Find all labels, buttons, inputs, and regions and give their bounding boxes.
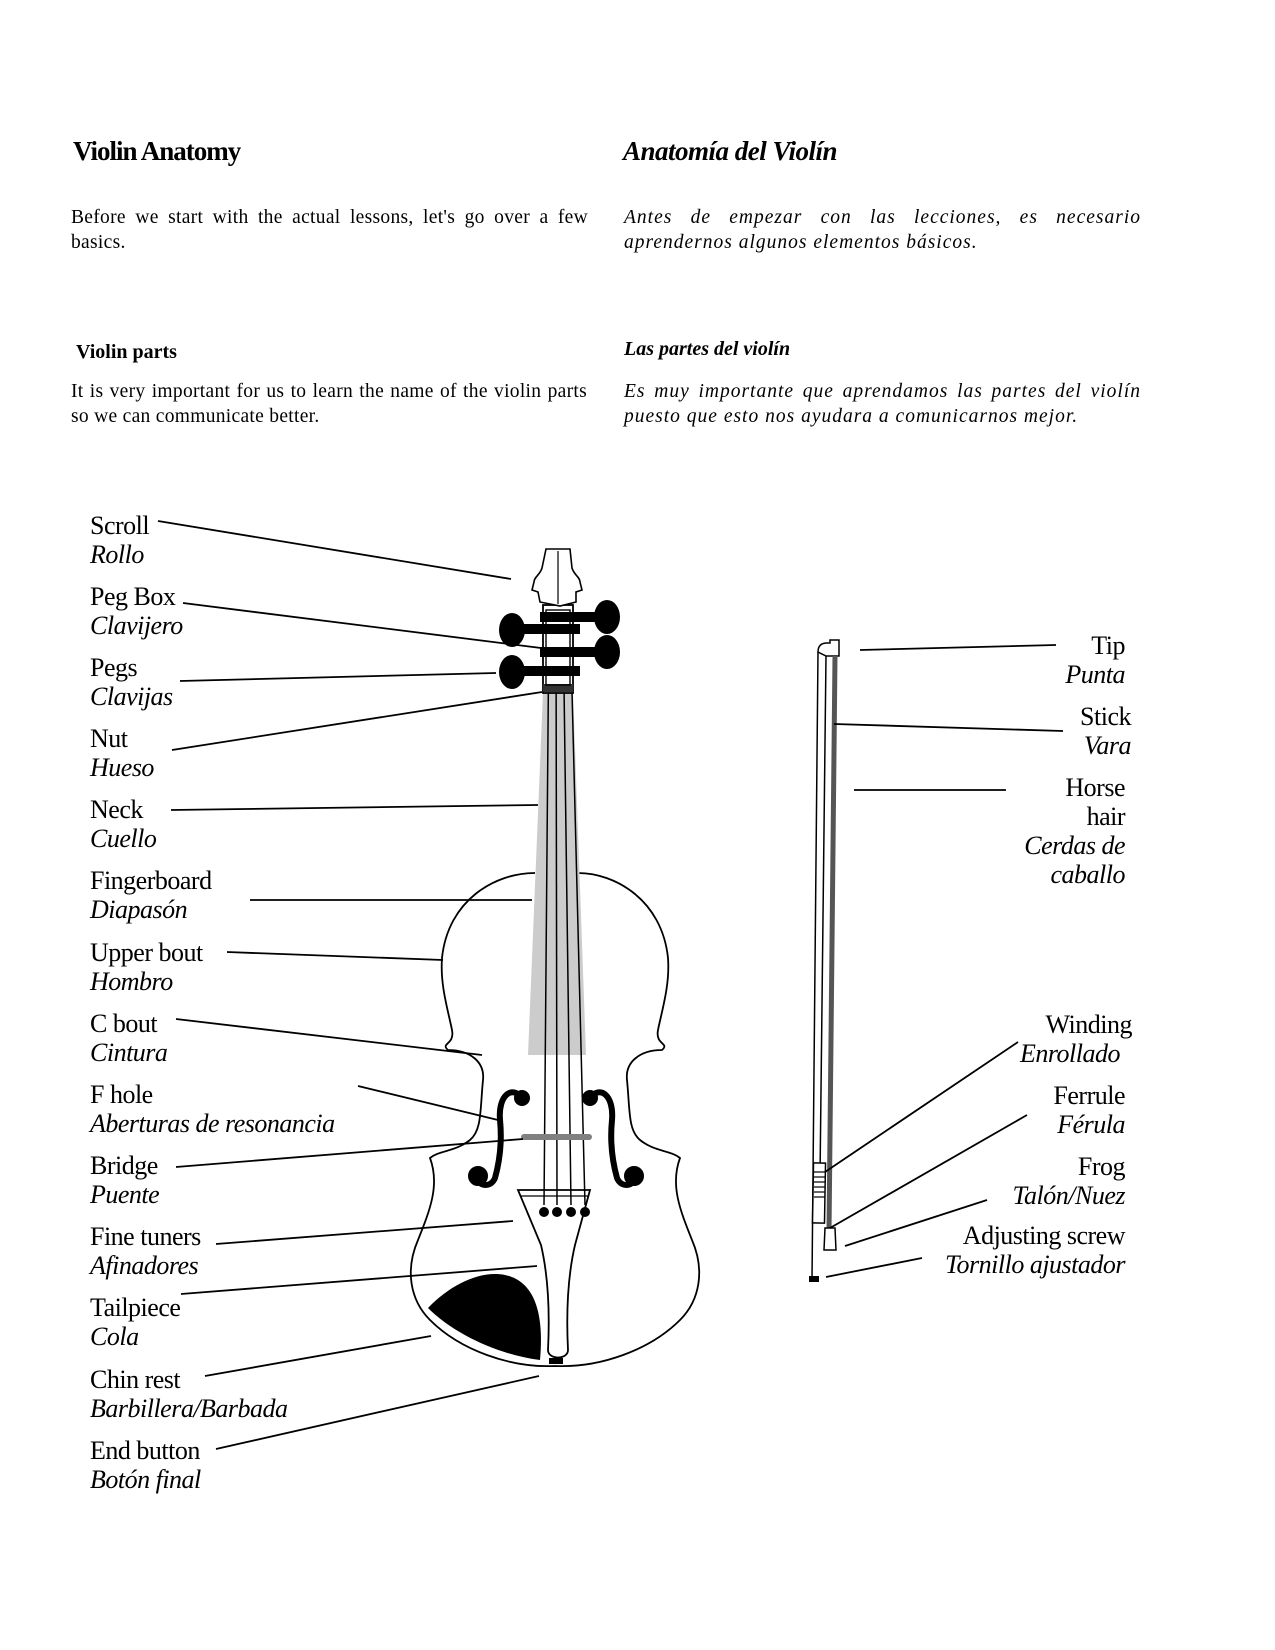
leader-neck <box>171 805 538 810</box>
scroll <box>532 549 582 606</box>
label-scroll <box>90 511 149 569</box>
label-en: Frog <box>1077 1152 1125 1181</box>
section-body-es: Es muy importante que aprendamos las partes del violín puesto que esto nos ayudara a comunicarnos mejor. <box>624 381 1141 427</box>
label-es: Talón/Nuez <box>1012 1181 1125 1210</box>
label-fine-tuners <box>90 1222 201 1280</box>
label-chin-rest <box>90 1365 288 1423</box>
label-es: Tornillo ajustador <box>944 1250 1125 1279</box>
page-title-en: Violin Anatomy <box>73 136 241 166</box>
label-fingerboard <box>90 866 212 924</box>
section-heading-es: Las partes del violín <box>624 338 791 360</box>
label-en: Ferrule <box>1053 1081 1125 1110</box>
leader-stick <box>834 724 1063 731</box>
label-es: Punta <box>1065 660 1125 689</box>
leader-fine-tuners <box>216 1221 513 1244</box>
label-es: Aberturas de resonancia <box>90 1109 335 1138</box>
label-en: Tailpiece <box>90 1293 181 1322</box>
label-en: Adjusting screw <box>962 1221 1125 1250</box>
label-es: Hombro <box>90 967 173 996</box>
section-heading-en: Violin parts <box>76 341 177 363</box>
leader-ferrule <box>830 1115 1027 1228</box>
label-en: Winding <box>1045 1010 1132 1039</box>
intro-text-en: Before we start with the actual lessons, let's go over a few basics. <box>71 207 588 253</box>
label-es: Férula <box>1057 1110 1125 1139</box>
label-tip <box>1065 631 1125 689</box>
leader-pegs <box>180 673 496 681</box>
label-es: Botón final <box>90 1465 201 1494</box>
label-en: Fingerboard <box>90 866 212 895</box>
label-en-line2: hair <box>1086 802 1125 831</box>
label-tailpiece <box>90 1293 180 1351</box>
label-en: Pegs <box>90 653 138 682</box>
label-es: Rollo <box>90 540 144 569</box>
label-neck <box>90 795 156 853</box>
label-es: Clavijero <box>90 611 183 640</box>
label-frog <box>1012 1152 1125 1210</box>
end-button <box>549 1358 563 1364</box>
label-en: Upper bout <box>90 938 203 967</box>
label-en: Bridge <box>90 1151 158 1180</box>
label-en: Stick <box>1080 702 1131 731</box>
bow-tip <box>818 640 839 656</box>
label-es: Cola <box>90 1322 139 1351</box>
label-en: Scroll <box>90 511 150 540</box>
label-en: C bout <box>90 1009 158 1038</box>
label-en: Peg Box <box>90 582 176 611</box>
label-en: Tip <box>1091 631 1125 660</box>
label-es: Cintura <box>90 1038 168 1067</box>
label-en: F hole <box>90 1080 153 1109</box>
label-end-button <box>90 1436 201 1494</box>
label-stick <box>1080 702 1131 760</box>
label-upper-bout <box>90 938 203 996</box>
label-es: Cuello <box>90 824 157 853</box>
leader-tip <box>860 645 1056 650</box>
label-es: Hueso <box>90 753 154 782</box>
label-en: Neck <box>90 795 143 824</box>
leader-c-bout <box>176 1019 482 1055</box>
label-ferrule <box>1053 1081 1125 1139</box>
bow <box>809 640 839 1282</box>
label-peg-box <box>90 582 183 640</box>
label-nut <box>90 724 154 782</box>
label-es: Puente <box>90 1180 160 1209</box>
label-es: Diapasón <box>90 895 188 924</box>
bow-hair <box>829 656 835 1232</box>
label-es: Clavijas <box>90 682 173 711</box>
label-en: Horse <box>1065 773 1125 802</box>
label-pegs <box>90 653 173 711</box>
label-es: Enrollado <box>1020 1039 1120 1068</box>
label-adjusting-screw <box>945 1221 1125 1279</box>
label-f-hole <box>90 1080 335 1138</box>
label-en: Chin rest <box>90 1365 181 1394</box>
bow-frog <box>824 1228 836 1250</box>
leader-scroll <box>158 521 511 579</box>
leader-f-hole <box>358 1086 498 1120</box>
label-horse-hair <box>1024 773 1125 889</box>
leader-upper-bout <box>227 952 443 960</box>
label-en: Fine tuners <box>90 1222 201 1251</box>
label-es: Cerdas de <box>1024 831 1125 860</box>
bow-adjusting-screw <box>809 1276 819 1282</box>
section-body-en: It is very important for us to learn the name of the violin parts so we can communicate better. <box>71 381 587 427</box>
leader-bridge <box>176 1139 523 1167</box>
leader-adjusting-screw <box>826 1258 922 1277</box>
label-es: Barbillera/Barbada <box>90 1394 288 1423</box>
label-es: Afinadores <box>90 1251 199 1280</box>
page-title-es: Anatomía del Violín <box>623 136 838 166</box>
chin-rest <box>428 1274 541 1360</box>
label-es: Vara <box>1083 731 1131 760</box>
leader-nut <box>172 692 542 750</box>
label-en: Nut <box>90 724 128 753</box>
leader-winding <box>825 1042 1018 1172</box>
label-en: End button <box>90 1436 200 1465</box>
label-winding <box>1020 1010 1132 1068</box>
leader-peg-box <box>183 603 541 648</box>
label-es-line2: caballo <box>1050 860 1125 889</box>
intro-text-es: Antes de empezar con las lecciones, es necesario aprendernos algunos elementos básicos. <box>624 207 1141 253</box>
label-bridge <box>90 1151 159 1209</box>
label-c-bout <box>90 1009 167 1067</box>
